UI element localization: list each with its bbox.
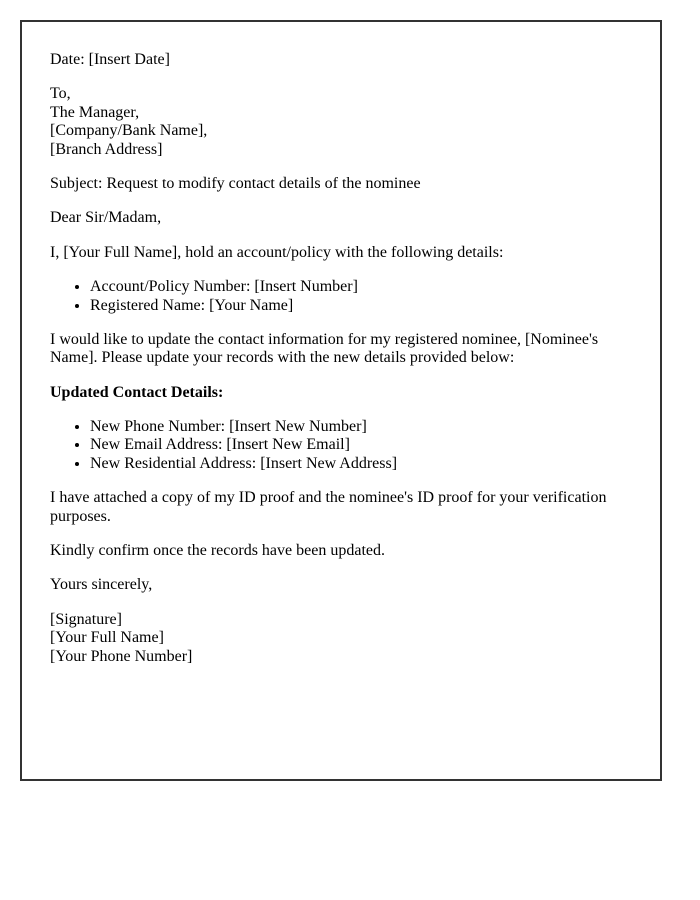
salutation: Dear Sir/Madam, bbox=[50, 209, 162, 227]
signature-line-full-name: [Your Full Name] bbox=[50, 629, 164, 647]
recipient-line-to: To, bbox=[50, 85, 71, 103]
subject-line: Subject: Request to modify contact details of the nominee bbox=[50, 174, 421, 192]
new-details-item-address: • New Residential Address: [Insert New Address] bbox=[90, 455, 632, 473]
intro-paragraph: I, [Your Full Name], hold an account/policy with the following details: bbox=[50, 243, 504, 261]
signature-line-signature: [Signature] bbox=[50, 610, 122, 628]
account-details-list bbox=[50, 278, 632, 315]
account-details-item-name: • Registered Name: [Your Name] bbox=[90, 297, 632, 315]
updated-details-heading: Updated Contact Details: bbox=[50, 383, 224, 401]
update-request-paragraph: I would like to update the contact information for my registered nominee, [Nominee's Name]. Please update your records with the new details provided below: bbox=[50, 330, 599, 367]
recipient-line-manager: The Manager, bbox=[50, 103, 140, 121]
account-details-item-number: • Account/Policy Number: [Insert Number] bbox=[90, 278, 632, 296]
recipient-block bbox=[50, 85, 632, 159]
new-details-item-phone: • New Phone Number: [Insert New Number] bbox=[90, 418, 632, 436]
signature-line-phone: [Your Phone Number] bbox=[50, 647, 193, 665]
confirmation-paragraph: Kindly confirm once the records have been updated. bbox=[50, 542, 385, 560]
recipient-line-branch: [Branch Address] bbox=[50, 140, 163, 158]
new-details-list bbox=[50, 418, 632, 473]
date-line: Date: [Insert Date] bbox=[50, 51, 170, 68]
closing-line: Yours sincerely, bbox=[50, 576, 153, 594]
recipient-line-company: [Company/Bank Name], bbox=[50, 122, 208, 140]
new-details-item-email: • New Email Address: [Insert New Email] bbox=[90, 436, 632, 454]
signature-block bbox=[50, 611, 632, 666]
attachment-paragraph: I have attached a copy of my ID proof and the nominee's ID proof for your verification purposes. bbox=[50, 489, 607, 525]
letter-page bbox=[20, 20, 662, 781]
